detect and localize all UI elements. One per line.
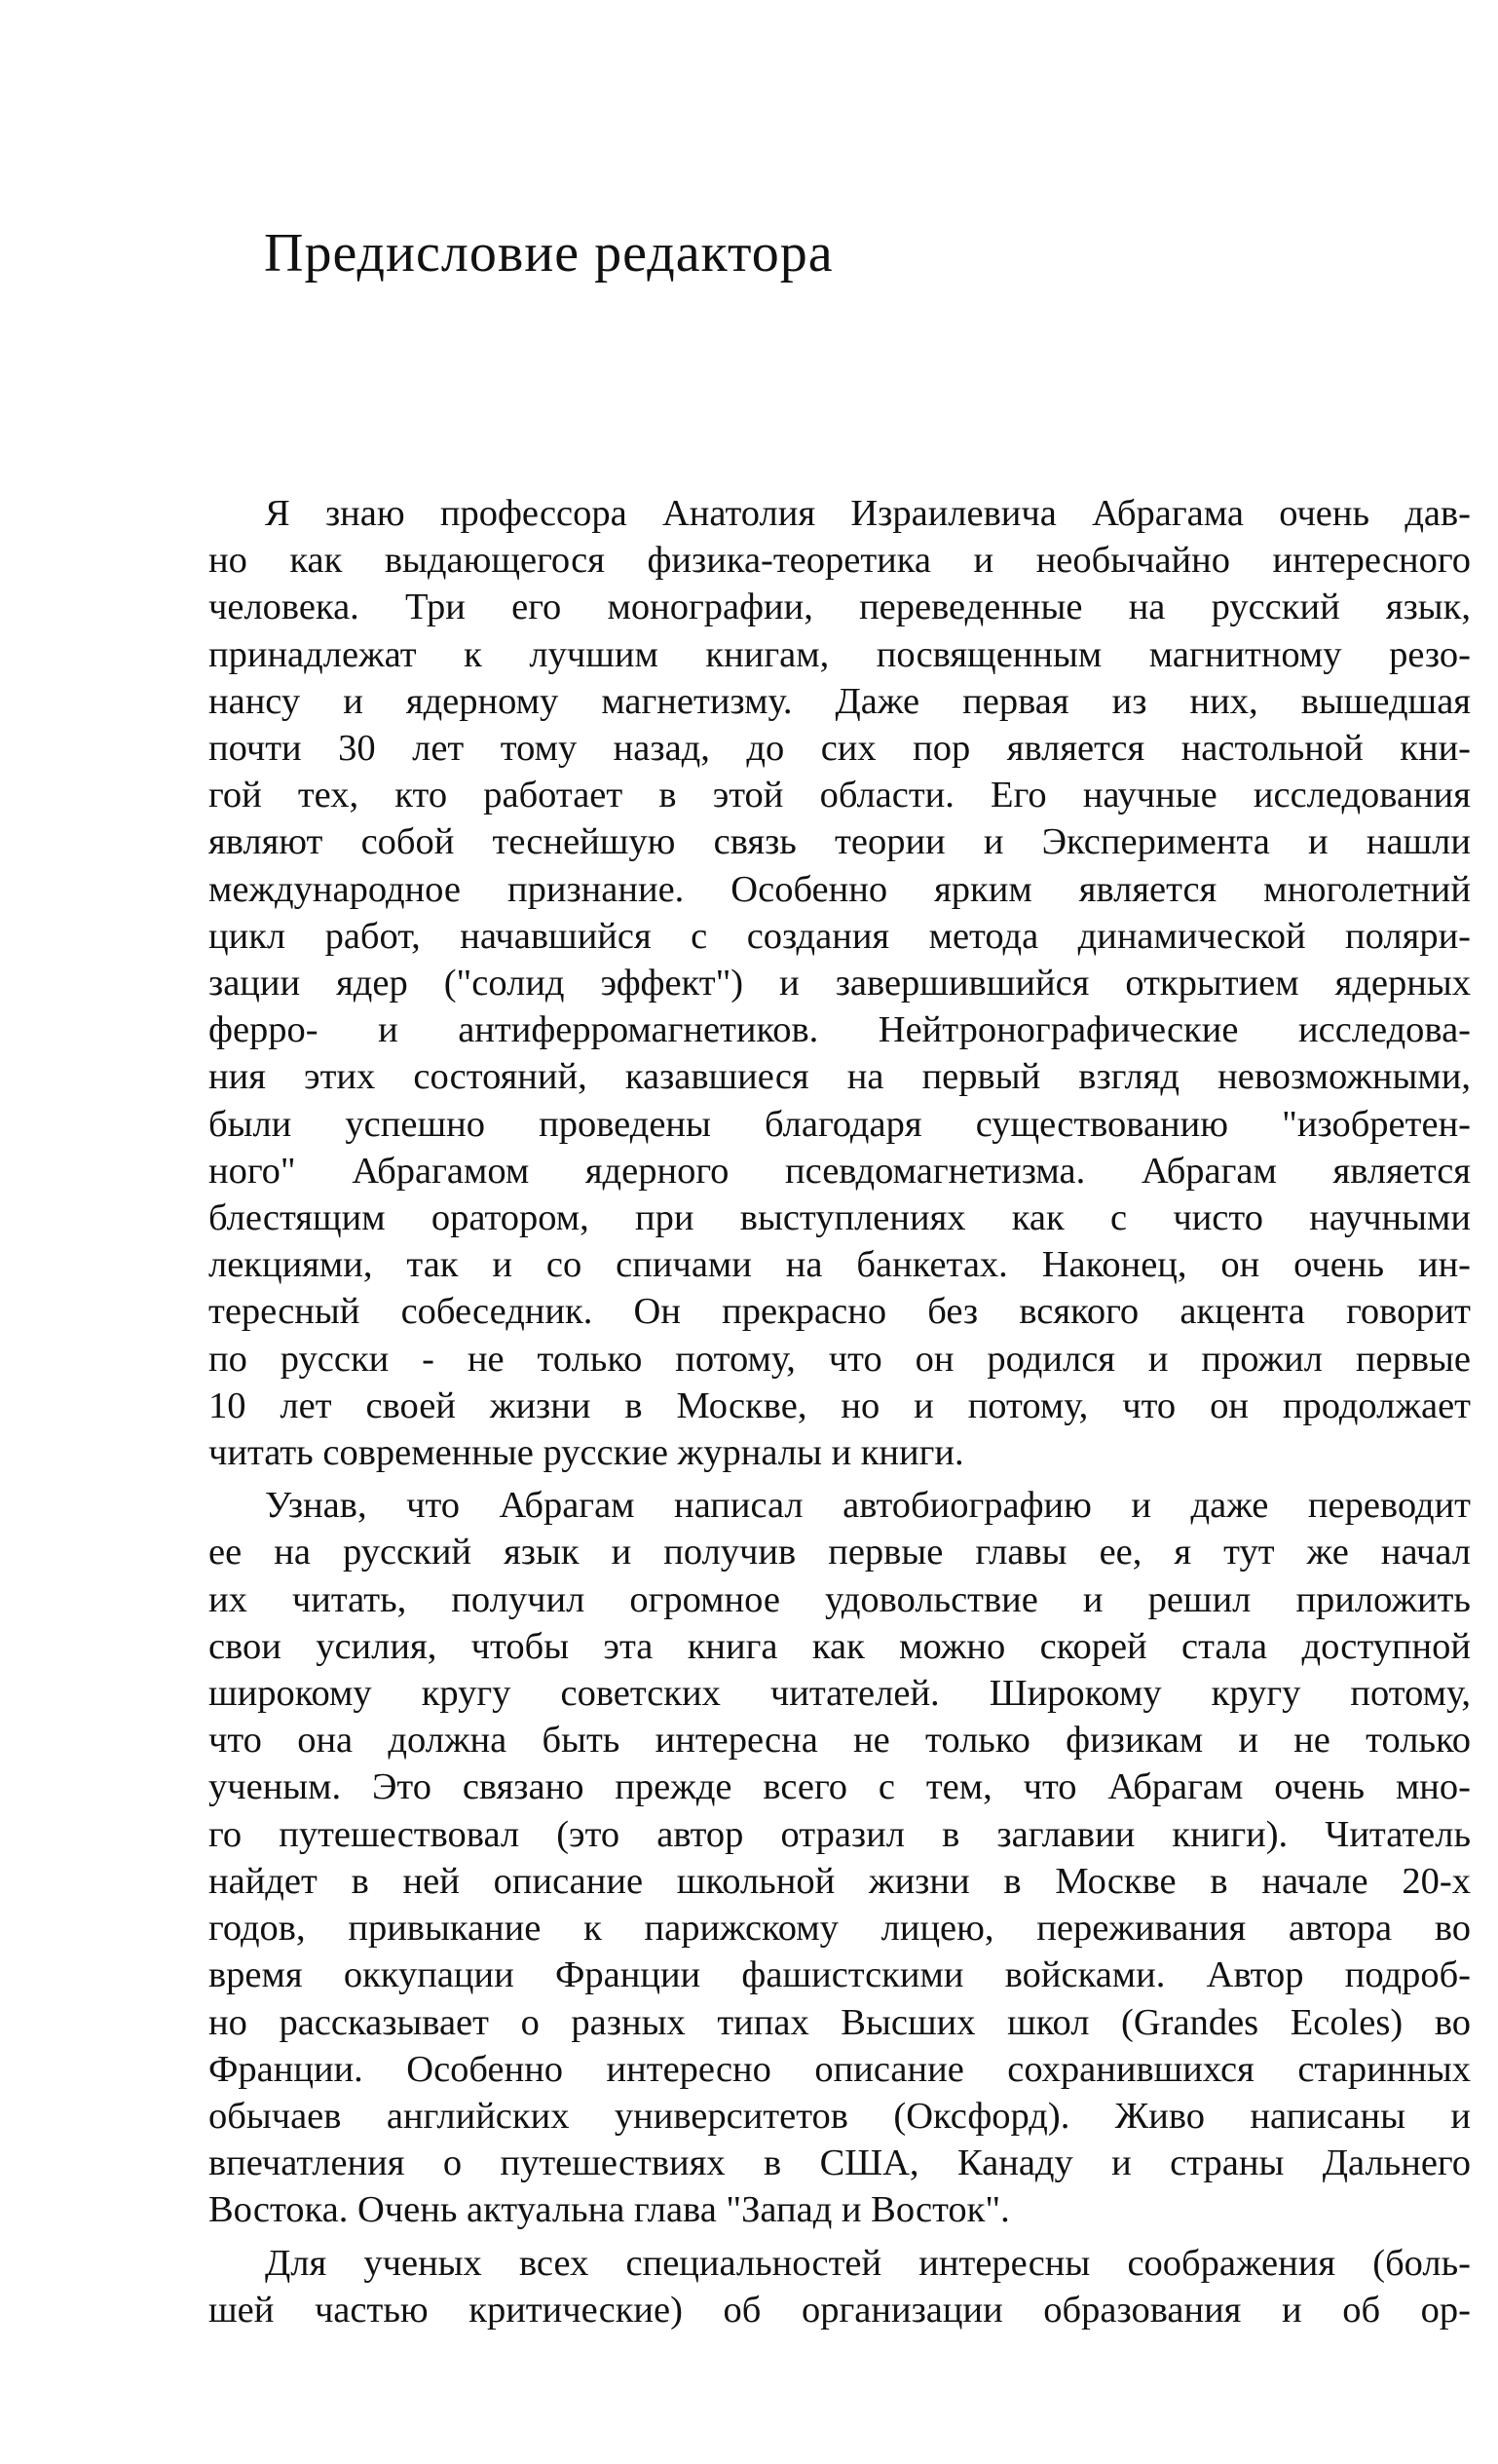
text-line: ния этих состояний, казавшиеся на первый взгляд невозможными,	[208, 1056, 1471, 1098]
text-line: являют собой теснейшую связь теории и Эксперимента и нашли	[208, 821, 1471, 863]
text-line: ного" Абрагамом ядерного псевдомагнетизма. Абрагам является	[208, 1150, 1471, 1192]
text-line: по русски - не только потому, что он родился и прожил первые	[208, 1338, 1471, 1380]
text-line: Я знаю профессора Анатолия Израилевича Абрагама очень дав-	[265, 493, 1471, 534]
text-line: тересный собеседник. Он прекрасно без всякого акцента говорит	[208, 1291, 1471, 1333]
text-line: зации ядер ("солид эффект") и завершившийся открытием ядерных	[208, 963, 1471, 1005]
text-line: шей частью критические) об организации образования и об ор-	[208, 2289, 1471, 2331]
body-text	[208, 490, 1471, 2333]
text-line: но рассказывает о разных типах Высших школ (Grandes Ecoles) во	[208, 2001, 1471, 2043]
text-line: 10 лет своей жизни в Москве, но и потому, что он продолжает	[208, 1384, 1471, 1426]
text-line: широкому кругу советских читателей. Широкому кругу потому,	[208, 1673, 1471, 1715]
text-line: но как выдающегося физика-теоретика и необычайно интересного	[208, 540, 1471, 582]
text-line: нансу и ядерному магнетизму. Даже первая из них, вышедшая	[208, 680, 1471, 722]
text-line: ученым. Это связано прежде всего с тем, что Абрагам очень мно-	[208, 1766, 1471, 1808]
text-line: найдет в ней описание школьной жизни в Москве в начале 20-х	[208, 1860, 1471, 1902]
text-line: блестящим оратором, при выступлениях как с чисто научными	[208, 1197, 1471, 1239]
text-line: Для ученых всех специальностей интересны соображения (боль-	[265, 2242, 1471, 2284]
page-title: Предисловие редактора	[264, 223, 834, 284]
text-line: время оккупации Франции фашистскими войсками. Автор подроб-	[208, 1954, 1471, 1996]
text-line: цикл работ, начавшийся с создания метода динамической поляри-	[208, 915, 1471, 957]
text-line: принадлежат к лучшим книгам, посвященным магнитному резо-	[208, 633, 1471, 675]
text-line: свои усилия, чтобы эта книга как можно скорей стала доступной	[208, 1625, 1471, 1667]
text-line: Франции. Особенно интересно описание сохранившихся старинных	[208, 2048, 1471, 2090]
text-line: обычаев английских университетов (Оксфорд). Живо написаны и	[208, 2095, 1471, 2137]
text-line: годов, привыкание к парижскому лицею, переживания автора во	[208, 1908, 1471, 1950]
paragraph-1	[208, 490, 1471, 1476]
text-line: человека. Три его монографии, переведенные на русский язык,	[208, 587, 1471, 628]
text-line: го путешествовал (это автор отразил в заглавии книги). Читатель	[208, 1813, 1471, 1855]
paragraph-2	[208, 1482, 1471, 2233]
text-line: гой тех, кто работает в этой области. Его научные исследования	[208, 775, 1471, 816]
text-line: Востока. Очень актуальна глава "Запад и Восток".	[208, 2189, 1010, 2231]
text-line: почти 30 лет тому назад, до сих пор является настольной кни-	[208, 728, 1471, 770]
text-line: что она должна быть интересна не только физикам и не только	[208, 1720, 1471, 1762]
text-line: были успешно проведены благодаря существованию "изобретен-	[208, 1103, 1471, 1145]
text-line: читать современные русские журналы и книги.	[208, 1432, 964, 1474]
text-line: лекциями, так и со спичами на банкетах. Наконец, он очень ин-	[208, 1244, 1471, 1286]
text-line: впечатления о путешествиях в США, Канаду и страны Дальнего	[208, 2142, 1471, 2184]
paragraph-3	[208, 2240, 1471, 2333]
text-line: ее на русский язык и получив первые главы ее, я тут же начал	[208, 1532, 1471, 1573]
text-line: Узнав, что Абрагам написал автобиографию и даже переводит	[265, 1485, 1471, 1527]
text-line: международное признание. Особенно ярким является многолетний	[208, 868, 1471, 910]
text-line: их читать, получил огромное удовольствие и решил приложить	[208, 1578, 1471, 1620]
text-line: ферро- и антиферромагнетиков. Нейтронографические исследова-	[208, 1009, 1471, 1051]
